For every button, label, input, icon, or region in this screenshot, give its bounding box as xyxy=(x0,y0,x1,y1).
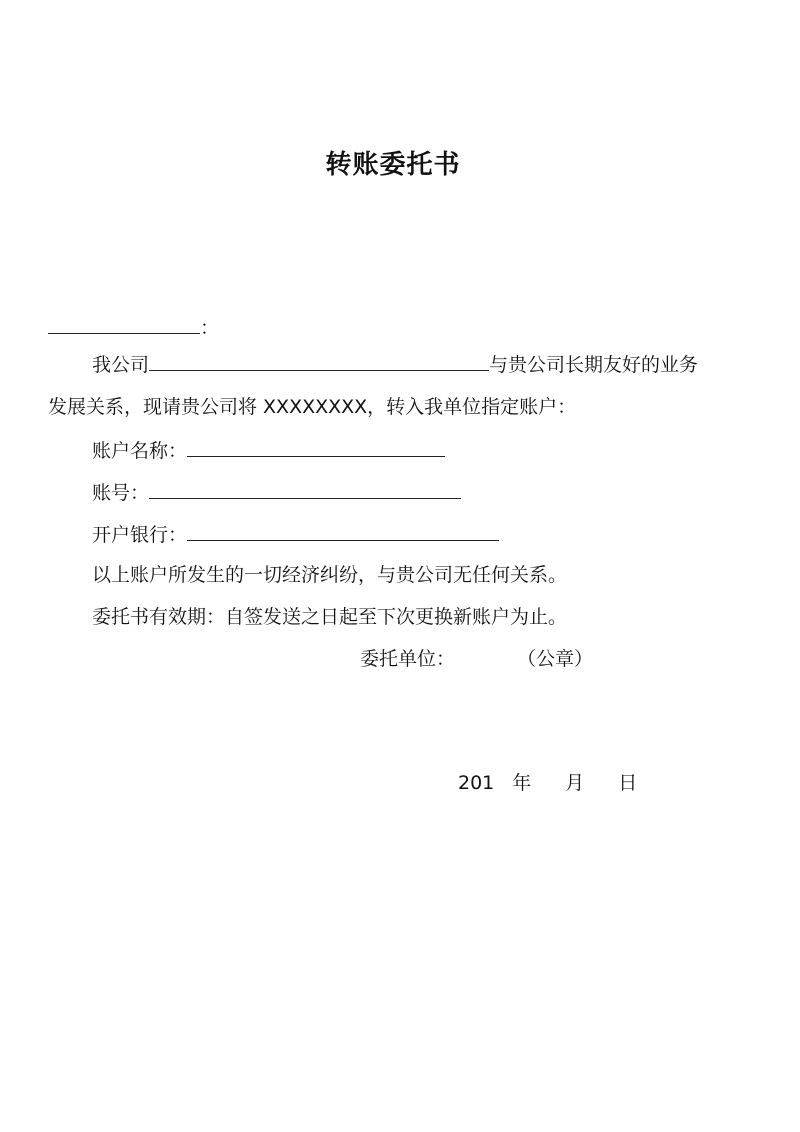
dispute-statement: 以上账户所发生的一切经济纠纷，与贵公司无任何关系。 xyxy=(92,564,568,586)
paragraph-intro-line2: 发展关系，现请贵公司将 XXXXXXXX，转入我单位指定账户： xyxy=(48,396,577,418)
intro-suffix: 与贵公司长期友好的业务 xyxy=(489,354,699,376)
entrusting-party-label: 委托单位： xyxy=(360,648,456,670)
entrusting-party-line xyxy=(360,644,593,674)
account-number-blank xyxy=(149,476,461,499)
addressee-blank xyxy=(48,311,200,334)
paragraph-intro-line1 xyxy=(92,348,698,380)
addressee-line xyxy=(48,311,219,343)
account-number-line xyxy=(92,476,461,508)
date-year: 年 xyxy=(512,772,532,794)
date-line xyxy=(458,768,637,798)
date-day: 日 xyxy=(618,772,638,794)
document-title: 转账委托书 xyxy=(325,150,461,180)
account-name-label: 账户名称： xyxy=(92,440,188,462)
validity-statement: 委托书有效期：自签发送之日起至下次更换新账户为止。 xyxy=(92,606,568,628)
account-name-blank xyxy=(187,434,445,457)
bank-blank xyxy=(187,518,499,541)
bank-line xyxy=(92,518,499,550)
company-name-blank xyxy=(149,348,489,371)
bank-label: 开户银行： xyxy=(92,524,188,546)
account-number-label: 账号： xyxy=(92,482,150,504)
date-month: 月 xyxy=(565,772,585,794)
seal-label: （公章） xyxy=(517,648,594,670)
date-year-prefix: 201 xyxy=(458,772,495,794)
addressee-colon: ： xyxy=(200,317,220,339)
account-name-line xyxy=(92,434,445,466)
intro-prefix: 我公司 xyxy=(92,354,150,376)
